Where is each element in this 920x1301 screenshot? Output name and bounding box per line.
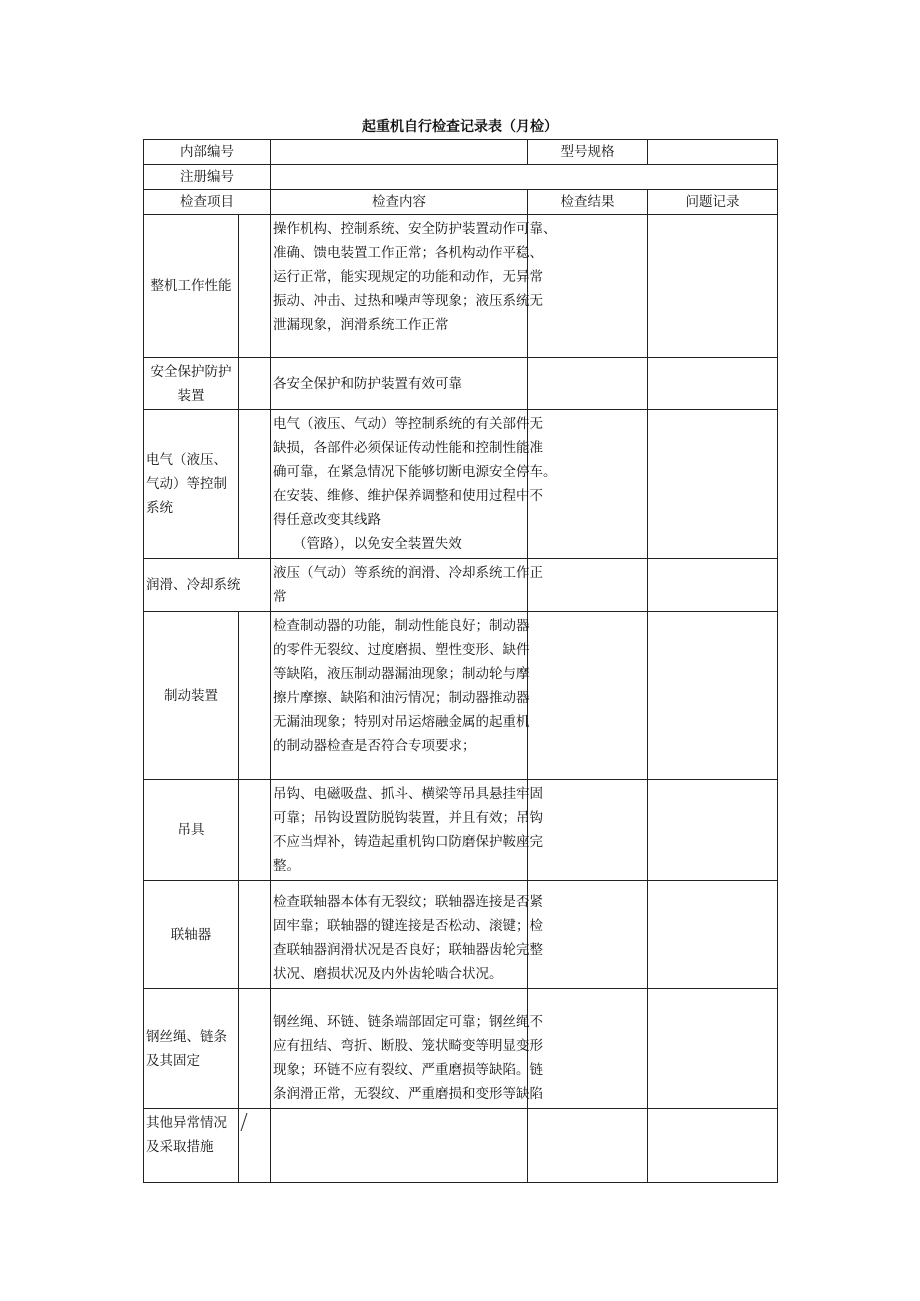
content-line: 各安全保护和防护装置有效可靠 xyxy=(273,375,462,392)
row-issue[interactable] xyxy=(648,989,778,1109)
row-issue[interactable] xyxy=(648,881,778,989)
model-label: 型号规格 xyxy=(528,140,648,165)
content-line: 在安装、维修、维护保养调整和使用过程中不 xyxy=(273,488,543,504)
content-line: 查联轴器润滑状况是否良好；联轴器齿轮完整 xyxy=(273,942,543,958)
row-item: 安全保护防护装置 xyxy=(144,358,239,410)
content-line: 钢丝绳、环链、链条端部固定可靠；钢丝绳不 xyxy=(273,1014,543,1030)
inspection-table xyxy=(143,139,778,1183)
row-result[interactable] xyxy=(528,989,648,1109)
row-content[interactable] xyxy=(271,1109,528,1183)
content-line: 操作机构、控制系统、安全防护装置动作可靠、 xyxy=(273,221,557,237)
content-line: 泄漏现象，润滑系统工作正常 xyxy=(273,317,449,333)
row-result[interactable] xyxy=(528,612,648,780)
internal-no-label: 内部编号 xyxy=(144,140,271,165)
row-item: 吊具 xyxy=(144,780,239,881)
table-row xyxy=(144,881,778,989)
row-content xyxy=(271,410,557,559)
column-header-row xyxy=(144,190,778,215)
row-item: 制动装置 xyxy=(144,612,239,780)
table-row xyxy=(144,215,778,358)
model-value[interactable] xyxy=(648,140,778,165)
content-line: 的零件无裂纹、过度磨损、塑性变形、缺件 xyxy=(273,642,530,658)
row-content xyxy=(271,989,543,1109)
row-blank xyxy=(239,881,271,989)
header-row-reg-no xyxy=(144,165,778,190)
row-result[interactable] xyxy=(528,1109,648,1183)
table-row xyxy=(144,612,778,780)
row-content xyxy=(271,881,543,989)
content-line: 状况、磨损状况及内外齿轮啮合状况。 xyxy=(273,966,503,982)
row-issue[interactable] xyxy=(648,559,778,612)
content-line: 无漏油现象；特别对吊运熔融金属的起重机 xyxy=(273,714,530,730)
content-line: 不应当焊补，铸造起重机钩口防磨保护鞍座完 xyxy=(273,834,543,850)
row-result[interactable] xyxy=(528,780,648,881)
page-title: 起重机自行检查记录表（月检） xyxy=(362,119,558,135)
content-line: 吊钩、电磁吸盘、抓斗、横梁等吊具悬挂牢固 xyxy=(273,786,543,802)
row-content xyxy=(271,612,528,780)
content-line: 等缺陷，液压制动器漏油现象；制动轮与摩 xyxy=(273,666,530,682)
row-blank xyxy=(239,410,271,559)
row-issue[interactable] xyxy=(648,1109,778,1183)
content-line: 检查联轴器本体有无裂纹；联轴器连接是否紧 xyxy=(273,894,543,910)
col-issue: 问题记录 xyxy=(648,190,778,215)
row-item: 其他异常情况及采取措施 xyxy=(144,1109,239,1183)
content-line: 整。 xyxy=(273,858,300,874)
content-line: 液压（气动）等系统的润滑、冷却系统工作正 xyxy=(273,565,543,581)
row-content xyxy=(271,559,543,612)
content-line: 常 xyxy=(273,589,287,605)
content-line: 确可靠，在紧急情况下能够切断电源安全停车。 xyxy=(273,464,557,480)
row-issue[interactable] xyxy=(648,410,778,559)
row-item: 整机工作性能 xyxy=(144,215,239,358)
col-item: 检查项目 xyxy=(144,190,271,215)
content-line: 运行正常，能实现规定的功能和动作，无异常 xyxy=(273,269,543,285)
row-blank xyxy=(239,780,271,881)
table-row xyxy=(144,410,778,559)
row-issue[interactable] xyxy=(648,612,778,780)
content-line: 准确、馈电装置工作正常；各机构动作平稳、 xyxy=(273,245,543,261)
row-blank xyxy=(239,989,271,1109)
reg-no-label: 注册编号 xyxy=(144,165,271,190)
content-line: 得任意改变其线路 xyxy=(273,512,381,528)
row-item: 钢丝绳、链条及其固定 xyxy=(144,989,239,1109)
row-result[interactable] xyxy=(528,358,648,410)
col-result: 检查结果 xyxy=(528,190,648,215)
row-item: 电气（液压、气动）等控制系统 xyxy=(144,410,239,559)
row-issue[interactable] xyxy=(648,780,778,881)
content-line: 检查制动器的功能，制动性能良好；制动器 xyxy=(273,618,530,634)
row-blank xyxy=(239,358,271,410)
table-row xyxy=(144,358,778,410)
row-result[interactable] xyxy=(528,559,648,612)
content-line: 条润滑正常，无裂纹、严重磨损和变形等缺陷 xyxy=(273,1086,543,1102)
row-blank xyxy=(239,215,271,358)
internal-no-value[interactable] xyxy=(271,140,528,165)
row-blank xyxy=(239,1109,271,1183)
content-line: 固牢靠；联轴器的键连接是否松动、滚键；检 xyxy=(273,918,543,934)
row-result[interactable] xyxy=(528,881,648,989)
row-result[interactable] xyxy=(528,410,648,559)
slash-mark-icon xyxy=(239,1111,249,1133)
row-issue[interactable] xyxy=(648,215,778,358)
reg-no-value[interactable] xyxy=(271,165,778,190)
content-line: （管路），以免安全装置失效 xyxy=(293,536,462,552)
content-line: 缺损，各部件必须保证传动性能和控制性能准 xyxy=(273,440,543,456)
table-row xyxy=(144,559,778,612)
table-row xyxy=(144,1109,778,1183)
row-content xyxy=(271,215,557,358)
col-content: 检查内容 xyxy=(271,190,528,215)
content-line: 应有扭结、弯折、断股、笼状畸变等明显变形 xyxy=(273,1038,543,1054)
row-issue[interactable] xyxy=(648,358,778,410)
row-content xyxy=(271,358,528,410)
content-line: 可靠；吊钩设置防脱钩装置，并且有效；吊钩 xyxy=(273,810,543,826)
content-line: 现象；环链不应有裂纹、严重磨损等缺陷。链 xyxy=(273,1062,543,1078)
row-content xyxy=(271,780,543,881)
row-item: 润滑、冷却系统 xyxy=(144,559,271,612)
content-line: 擦片摩擦、缺陷和油污情况；制动器推动器 xyxy=(273,690,530,706)
table-row xyxy=(144,780,778,881)
row-item: 联轴器 xyxy=(144,881,239,989)
table-row xyxy=(144,989,778,1109)
content-line: 电气（液压、气动）等控制系统的有关部件无 xyxy=(273,416,543,432)
header-row-internal-no xyxy=(144,140,778,165)
content-line: 的制动器检查是否符合专项要求； xyxy=(273,738,476,754)
row-blank xyxy=(239,612,271,780)
content-line: 振动、冲击、过热和噪声等现象；液压系统无 xyxy=(273,293,543,309)
